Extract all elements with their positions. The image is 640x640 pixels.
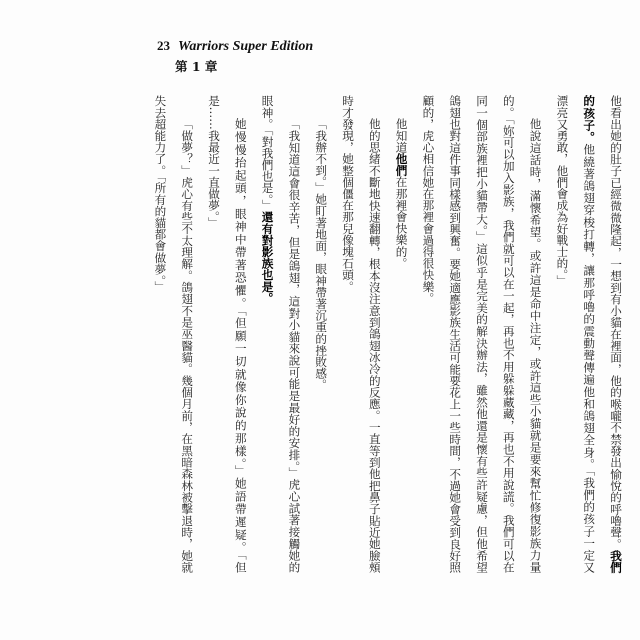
text-column: [341, 95, 355, 573]
text-segment: 失去超能力了。「所有的貓都會做夢。」: [153, 95, 168, 293]
text-column: [529, 95, 543, 573]
text-segment: 同一個部族裡把小貓帶大。」這似乎是完美的解決辦法，雖然他還是懷有些許疑慮，但他希望: [475, 95, 489, 573]
emphasized-text: 還有對影族也是。: [260, 211, 275, 304]
emphasized-text: 我們: [609, 549, 623, 573]
text-segment: 是……我最近一直做夢。」: [207, 95, 221, 229]
page-number: 23: [157, 38, 170, 53]
text-segment: 他知道: [394, 118, 409, 153]
text-column: [582, 95, 596, 573]
text-segment: 顧的，虎心相信她在那裡會過得很快樂。: [421, 95, 436, 304]
text-column: [261, 95, 275, 573]
text-column: [368, 95, 382, 573]
text-column: [475, 95, 489, 573]
text-column: [180, 95, 194, 573]
text-segment: 「做夢？」虎心有些不太理解。鴿翅不是巫醫貓。幾個月前，在黑暗森林被擊退時，她就: [180, 118, 195, 573]
text-segment: 他繞著鴿翅穿梭打轉，讓那呼嚕的震動聲傳遍他和鴿翅全身。「我們的孩子一定又: [582, 143, 597, 573]
text-column: [448, 95, 462, 573]
text-column: [555, 95, 569, 573]
text-segment: 在那裡會快樂的。: [394, 176, 409, 270]
text-segment: 「我辦不到。」她盯著地面，眼神帶著沉重的挫敗感。: [314, 118, 329, 391]
running-header: [157, 37, 313, 55]
text-segment: 鴿翅也對這件事同樣感到興奮。要她適應影族生活可能要花上一些時間，不過她會受到良好照: [448, 95, 463, 573]
text-segment: 時才發現，她整個僵在那兒像塊石頭。: [341, 95, 355, 293]
text-segment: 他的思緒不斷地快速翻轉，根本沒注意到鴿翅冰冷的反應。一直等到他把鼻子貼近她臉頰: [367, 118, 382, 573]
emphasized-text: 他們: [394, 153, 409, 177]
emphasized-text: 的孩子。: [582, 95, 597, 144]
text-column: [153, 95, 167, 573]
text-segment: 她慢慢抬起頭，眼神中帶著恐懼。「但願一切就像你說的那樣。」她語帶遲疑。「但: [233, 118, 248, 573]
text-column: [234, 95, 248, 573]
chapter-label: 第 1 章: [175, 59, 218, 74]
text-segment: 的。「妳可以加入影族，我們就可以在一起，再也不用躲躲藏藏，再也不用說謊。我們可以在: [501, 95, 516, 573]
text-segment: 眼神。「對我們也是。」: [260, 95, 275, 211]
text-column: [395, 95, 409, 573]
text-column: [314, 95, 328, 573]
text-column: [207, 95, 221, 573]
text-segment: 他看出她的肚子已經微微隆起，一想到有小貓在裡面，他的喉嚨不禁發出愉悅的呼嚕聲。: [609, 95, 623, 550]
text-column: [502, 95, 516, 573]
text-segment: 他說這話時，滿懷希望。或許這是命中注定，或許這些小貓就是要來幫忙修復影族力量: [528, 118, 543, 573]
series-title: Warriors Super Edition: [178, 39, 314, 54]
text-segment: 漂亮又勇敢，他們會成為好戰士的。」: [555, 95, 570, 287]
text-column: [609, 95, 623, 573]
text-column: [421, 95, 435, 573]
text-column: [287, 95, 301, 573]
text-segment: 「我知道這會很辛苦，但是鴿翅，這對小貓來說可能是最好的安排。」虎心試著接觸她的: [287, 118, 302, 573]
